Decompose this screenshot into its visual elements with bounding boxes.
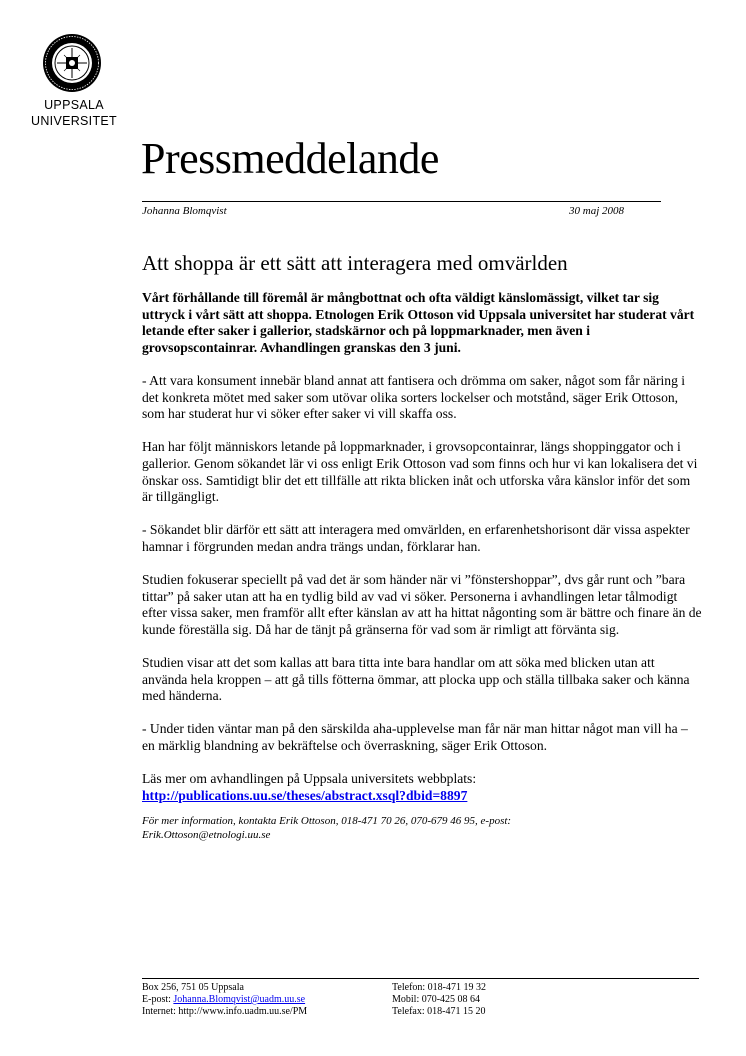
page-title: Pressmeddelande [141, 134, 439, 183]
byline [142, 205, 624, 217]
logo-line-1: UPPSALA [44, 98, 104, 112]
contact-line-1: För mer information, kontakta Erik Ottoson, 018-471 70 26, 070-679 46 95, e-post: [142, 815, 512, 828]
header-divider [142, 201, 661, 202]
thesis-link[interactable]: http://publications.uu.se/theses/abstract.xsql?dbid=8897 [142, 787, 468, 803]
paragraph-6: - Under tiden väntar man på den särskilda aha-upplevelse man får när man hittar något man vill ha – en märklig blandning av bekräftelse och överraskning, säger Erik Ottoson. [142, 721, 688, 754]
footer-fax: Telefax: 018-471 15 20 [392, 1006, 486, 1017]
footer-contact-right [392, 982, 486, 1018]
paragraph-3: - Sökandet blir därför ett sätt att interagera med omvärlden, en erfarenhetshorisont där vissa aspekter hamnar i förgrunden medan andra trängs undan, förklarar han. [142, 522, 690, 554]
university-seal-logo [42, 33, 102, 93]
footer-divider [142, 978, 699, 979]
footer-contact-left [142, 982, 307, 1018]
contact-info [142, 814, 702, 842]
paragraph-4: Studien fokuserar speciellt på vad det är som händer när vi ”fönstershoppar”, dvs går runt och ”bara tittar” på saker utan att ha en tydlig bild av vad vi söker. Personerna i avhandlingen letar tålmodigt efter vissa saker, men framför allt efter känslan av att ha hittat någonting som är bättre och finare än de kunde föreställa sig. Då har de tänjt på gränserna för vad som är rimligt att förvänta sig. [142, 572, 702, 637]
date: 30 maj 2008 [569, 205, 624, 217]
footer-phone: Telefon: 018-471 19 32 [392, 982, 487, 993]
paragraph-5: Studien visar att det som kallas att bara titta inte bara handlar om att söka med blicken utan att använda hela kroppen – att gå tills fötterna ömmar, att plocka upp och ställa tillbaka saker och känna med händerna. [142, 655, 690, 704]
author: Johanna Blomqvist [142, 205, 227, 217]
footer-email-link[interactable]: Johanna.Blomqvist@uadm.uu.se [173, 994, 306, 1005]
read-more-text: Läs mer om avhandlingen på Uppsala universitets webbplats: [142, 771, 477, 787]
footer-email-label: E-post: [142, 994, 174, 1005]
lead-paragraph: Vårt förhållande till föremål är mångbottnat och ofta väldigt känslomässigt, vilket tar sig uttryck i vårt sätt att shoppa. Etnologen Erik Ottoson vid Uppsala universitet har studerat vårt letande efter saker i gallerior, stadskärnor och på loppmarknader, men även i grovsopscontainrar. Avhandlingen granskas den 3 juni. [142, 290, 695, 355]
contact-line-2: Erik.Ottoson@etnologi.uu.se [142, 829, 271, 842]
footer-address: Box 256, 751 05 Uppsala [142, 982, 244, 993]
paragraph-1: - Att vara konsument innebär bland annat att fantisera och drömma om saker, något som får näring i det konkreta mötet med saker som utövar olika sorters lockelser och motstånd, säger Erik Ottoson, som har studerat hur vi söker efter saker vi vill skaffa oss. [142, 372, 686, 422]
paragraph-2: Han har följt människors letande på loppmarknader, i grovsopcontainrar, längs shoppinggator och i gallerior. Genom sökandet lär vi oss enligt Erik Ottoson vad som finns och hur vi kan lokalisera det vi önskar oss. Samtidigt blir det ett tillfälle att rikta blicken inåt och utforska våra känslor inför det som är tillgängligt. [142, 439, 698, 505]
read-more [142, 771, 702, 804]
university-name-logo [22, 97, 126, 129]
footer-mobile: Mobil: 070-425 08 64 [392, 994, 481, 1005]
article-body [142, 290, 702, 859]
article-headline: Att shoppa är ett sätt att interagera med omvärlden [142, 251, 568, 275]
footer-email-line [142, 994, 307, 1006]
logo-line-2: UNIVERSITET [31, 114, 117, 128]
footer-internet: Internet: http://www.info.uadm.uu.se/PM [142, 1006, 308, 1017]
